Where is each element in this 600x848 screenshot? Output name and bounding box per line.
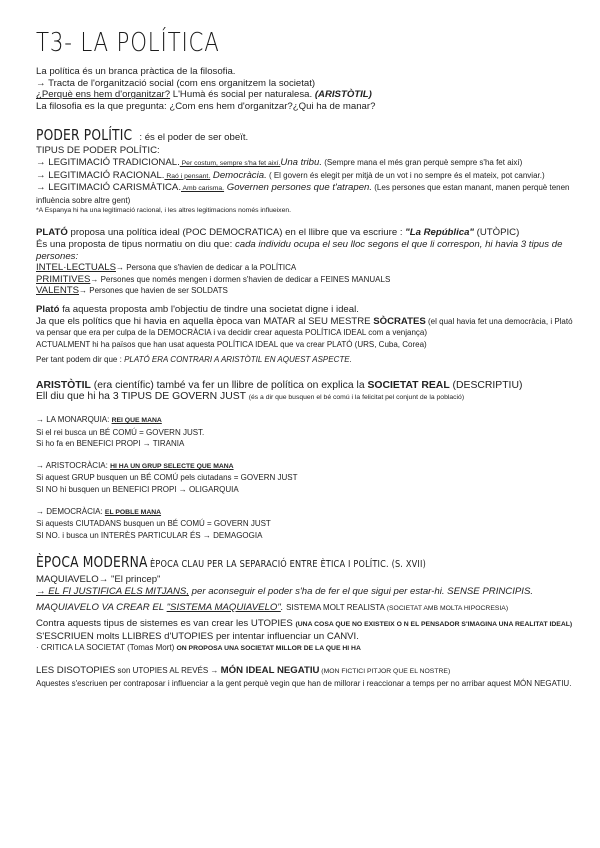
plato-section [36, 227, 576, 366]
socrates-intro: Ja que els polítics que hi havia en aquella època van MATAR al SEU MESTRE [36, 315, 374, 327]
critica-intro: · CRITICA LA SOCIETAT (Tomas Mort) [36, 643, 177, 653]
poder-definition: : és el poder de ser obeït. [139, 132, 249, 144]
plato-objectiu [36, 304, 576, 316]
plato-name: PLATÓ [36, 227, 68, 239]
plato-normatiu-detail: cada individu ocupa el seu lloc segons el que li correspon, hi havia 3 tipus de persones: [36, 238, 563, 262]
intro-line-1: La política és un branca pràctica de la filosofia. [36, 66, 236, 77]
moderna-heading: ÈPOCA MODERNA [36, 553, 148, 572]
legitimacio-carismatica [36, 182, 576, 206]
plato-book: "La República" [405, 227, 474, 239]
intro-section [36, 66, 576, 112]
utopies-def: (UNA COSA QUE NO EXISTEIX O N EL PENSADOR S'IMAGINA UNA REALITAT IDEAL) [295, 621, 573, 629]
disotopies-desc: son UTOPIES AL REVÉS → [115, 665, 221, 675]
sistema-realista: SISTEMA MOLT REALISTA [286, 602, 385, 612]
valents-label: VALENTS [36, 285, 80, 297]
monarquia-2: Si ho fa en BENEFICI PROPI → TIRANIA [36, 439, 185, 449]
racional-note: ( El govern és elegit per mitjà de un vot i no sempre és el mateix, pot canviar.) [266, 170, 545, 180]
societat-real: SOCIETAT REAL [367, 379, 450, 391]
tradicional-note: (Sempre mana el més gran perquè sempre s'ha fet així) [322, 157, 523, 167]
monarquia-label: → LA MONARQUIA: [36, 415, 112, 425]
conclusio-text: PLATÓ ERA CONTRARI A ARISTÒTIL EN AQUEST ASPECTE. [124, 355, 352, 365]
democracia-block [36, 506, 576, 542]
poder-heading: PODER POLÍTIC [36, 126, 133, 145]
plato-line-2 [36, 239, 576, 262]
carismatica-detail: Amb carisma. [181, 185, 225, 193]
moderna-section [36, 553, 576, 689]
sistema-name: "SISTEMA MAQUIAVELO" [166, 601, 281, 613]
monarquia-def: REI QUE MANA [111, 417, 162, 425]
aristocracia-block [36, 460, 576, 496]
aristotil-intro: (era científic) també va fer un llibre de política on explica la [90, 379, 368, 391]
legitimacio-tradicional [36, 157, 576, 170]
plato-conclusio [36, 354, 576, 366]
democracia-head [36, 506, 576, 519]
sistema-line [36, 602, 576, 615]
plato-line-1 [36, 227, 576, 239]
plato-persones-1 [36, 262, 576, 274]
llibres-line: S'ESCRIUEN molts LLIBRES d'UTOPIES per intentar influenciar un CANVI. [36, 630, 359, 642]
poder-footnote: *A Espanya hi ha una legitimació racional, i les altres legitimacions només influeixen. [36, 207, 292, 215]
plato-objectiu-text: fa aquesta proposta amb l'objectiu de tindre una societat digne i ideal. [59, 303, 359, 315]
tradicional-detail: Per costum, sempre s'ha fet així. [179, 159, 281, 167]
sistema-dot: . [280, 601, 287, 613]
carismatica-label: → LEGITIMACIÓ CARISMÀTICA. [36, 182, 181, 194]
intro-question: ¿Perquè ens hem d'organitzar? [36, 89, 171, 101]
democracia-label: → DEMOCRÀCIA: [36, 506, 105, 516]
aristocracia-head [36, 460, 576, 473]
disotopies-label: LES DISOTOPIES [36, 664, 116, 676]
plato-intro: proposa una política ideal (POC DEMOCRATICA) en el llibre que va escriure : [67, 227, 406, 239]
govern-just-intro: Ell diu que hi ha 3 TIPUS DE GOVERN JUST [36, 391, 249, 403]
racional-label: → LEGITIMACIÓ RACIONAL. [36, 169, 165, 181]
poder-tipus: TIPUS DE PODER POLÍTIC: [36, 145, 160, 157]
sistema-intro: MAQUIAVELO VA CREAR EL [36, 601, 167, 613]
aristocracia-label: → ARISTOCRÀCIA: [36, 460, 111, 470]
primitives-desc: → Persones que només mengen i dormen s'havien de dedicar a FEINES MANUALS [90, 274, 391, 284]
intro-author: (ARISTÒTIL) [314, 89, 372, 101]
intro-line-2: → Tracta de l'organització social (com ens organitzem la societat) [36, 77, 316, 89]
tradicional-label: → LEGITIMACIÓ TRADICIONAL. [36, 156, 180, 168]
primitives-label: PRIMITIVES [36, 273, 91, 285]
tradicional-example: Una tribu. [280, 156, 323, 168]
maquiavelo-line: MAQUIAVELO→ "El princep" [36, 574, 161, 586]
utopies-line [36, 618, 576, 631]
critica-line [36, 642, 576, 655]
racional-example: Democràcia. [210, 169, 267, 181]
racional-detail: Raó i pensant. [164, 172, 211, 180]
moderna-subtitle: ÈPOCA CLAU PER LA SEPARACIÓ ENTRE ÈTICA I POLÍTIC. (S. XVII) [150, 559, 427, 571]
plato-persones-3 [36, 285, 576, 297]
poder-heading-line [36, 126, 576, 145]
aristocracia-1: Si aquest GRUP busquen un BÉ COMÚ pels ciutadans = GOVERN JUST [36, 473, 298, 483]
disotopies-line [36, 665, 576, 678]
utopies-intro: Contra aquests tipus de sistemes es van crear les UTOPIES [36, 618, 296, 630]
democracia-def: EL POBLE MANA [104, 508, 162, 516]
intro-answer: L'Humà és social per naturalesa. [170, 89, 315, 101]
carismatica-example: Governen persones que t'atrapen. [224, 182, 373, 194]
plato-name-2: Plató [36, 303, 60, 315]
aristotil-line-2 [36, 391, 576, 404]
sistema-note: (SOCIETAT AMB MOLTA HIPOCRESIA) [384, 604, 509, 612]
monarquia-1: Si el rei busca un BÉ COMÚ = GOVERN JUST. [36, 427, 205, 437]
govern-just-note: (és a dir que busquen el bé comú i la felicitat pel conjunt de la població) [248, 394, 465, 402]
plato-persones-2 [36, 274, 576, 286]
intellectuals-desc: → Persona que s'havien de dedicar a la POLÍTICA [115, 263, 297, 273]
conclusio-intro: Per tant podem dir que : [36, 355, 125, 365]
socrates-name: SÒCRATES [373, 315, 426, 327]
monarquia-block [36, 414, 576, 450]
intro-line-3 [36, 89, 576, 101]
aristotil-line-1 [36, 380, 576, 392]
plato-socrates [36, 316, 576, 339]
carismatica-note: (Les persones que estan manant, manen perquè tenen influència sobre altre gent) [36, 183, 570, 205]
aristocracia-def: HI HA UN GRUP SELECTE QUE MANA [110, 462, 234, 470]
moderna-heading-line [36, 553, 576, 574]
aristotil-name: ARISTÒTIL [36, 379, 91, 391]
intro-line-4: La filosofia es la que pregunta: ¿Com ens hem d'organitzar?¿Qui ha de manar? [36, 100, 376, 112]
fi-justifica-line [36, 586, 576, 598]
fi-justifica: → EL FI JUSTIFICA ELS MITJANS, [36, 586, 189, 597]
plato-actualment: ACTUALMENT hi ha països que han usat aquesta POLÍTICA IDEAL que va crear PLATÓ (URS, Cuba, Corea) [36, 339, 427, 349]
mon-negatiu-note: (MON FICTICI PITJOR QUE EL NOSTRE) [319, 667, 451, 675]
democracia-2: SI NO. i busca un INTERÈS PARTICULAR ÉS → DEMAGOGIA [36, 530, 263, 540]
document-page [36, 28, 576, 689]
valents-desc: → Persones que havien de ser SOLDATS [79, 286, 228, 296]
legitimacio-racional [36, 170, 576, 183]
plato-utopic: (UTÒPIC) [473, 227, 520, 239]
poder-section [36, 126, 576, 215]
plato-normatiu: És una proposta de tipus normatiu on diu que: [36, 238, 235, 250]
disotopies-purpose: Aquestes s'escriuen per contraposar i influenciar a la gent perquè vegin que han de millorar i reaccionar a temps per no arribar aquest MÓN NEGATIU. [36, 678, 572, 688]
fi-justifica-detail: per aconseguir el poder s'ha de fer el que sigui per estar-hi. SENSE PRINCIPIS. [189, 586, 534, 597]
monarquia-head [36, 414, 576, 427]
page-title: T3- LA POLÍTICA [36, 28, 220, 58]
critica-detail: ON PROPOSA UNA SOCIETAT MILLOR DE LA QUE HI HA [176, 645, 361, 653]
socrates-note: (el qual havia fet una democràcia, i Plató va pensar que era per culpa de la DEMOCRÀCIA i va decidir crear aquesta POLÍTICA IDEAL com a venjança) [36, 316, 573, 338]
aristocracia-2: SI NO hi busquen un BENEFICI PROPI → OLIGARQUIA [36, 485, 239, 495]
aristotil-section [36, 380, 576, 542]
mon-negatiu: MÓN IDEAL NEGATIU [220, 664, 320, 676]
democracia-1: Si aquests CIUTADANS busquen un BÉ COMÚ = GOVERN JUST [36, 519, 271, 529]
intellectuals-label: INTEL·LECTUALS [36, 262, 116, 274]
aristotil-descriptiu: (DESCRIPTIU) [449, 379, 523, 391]
